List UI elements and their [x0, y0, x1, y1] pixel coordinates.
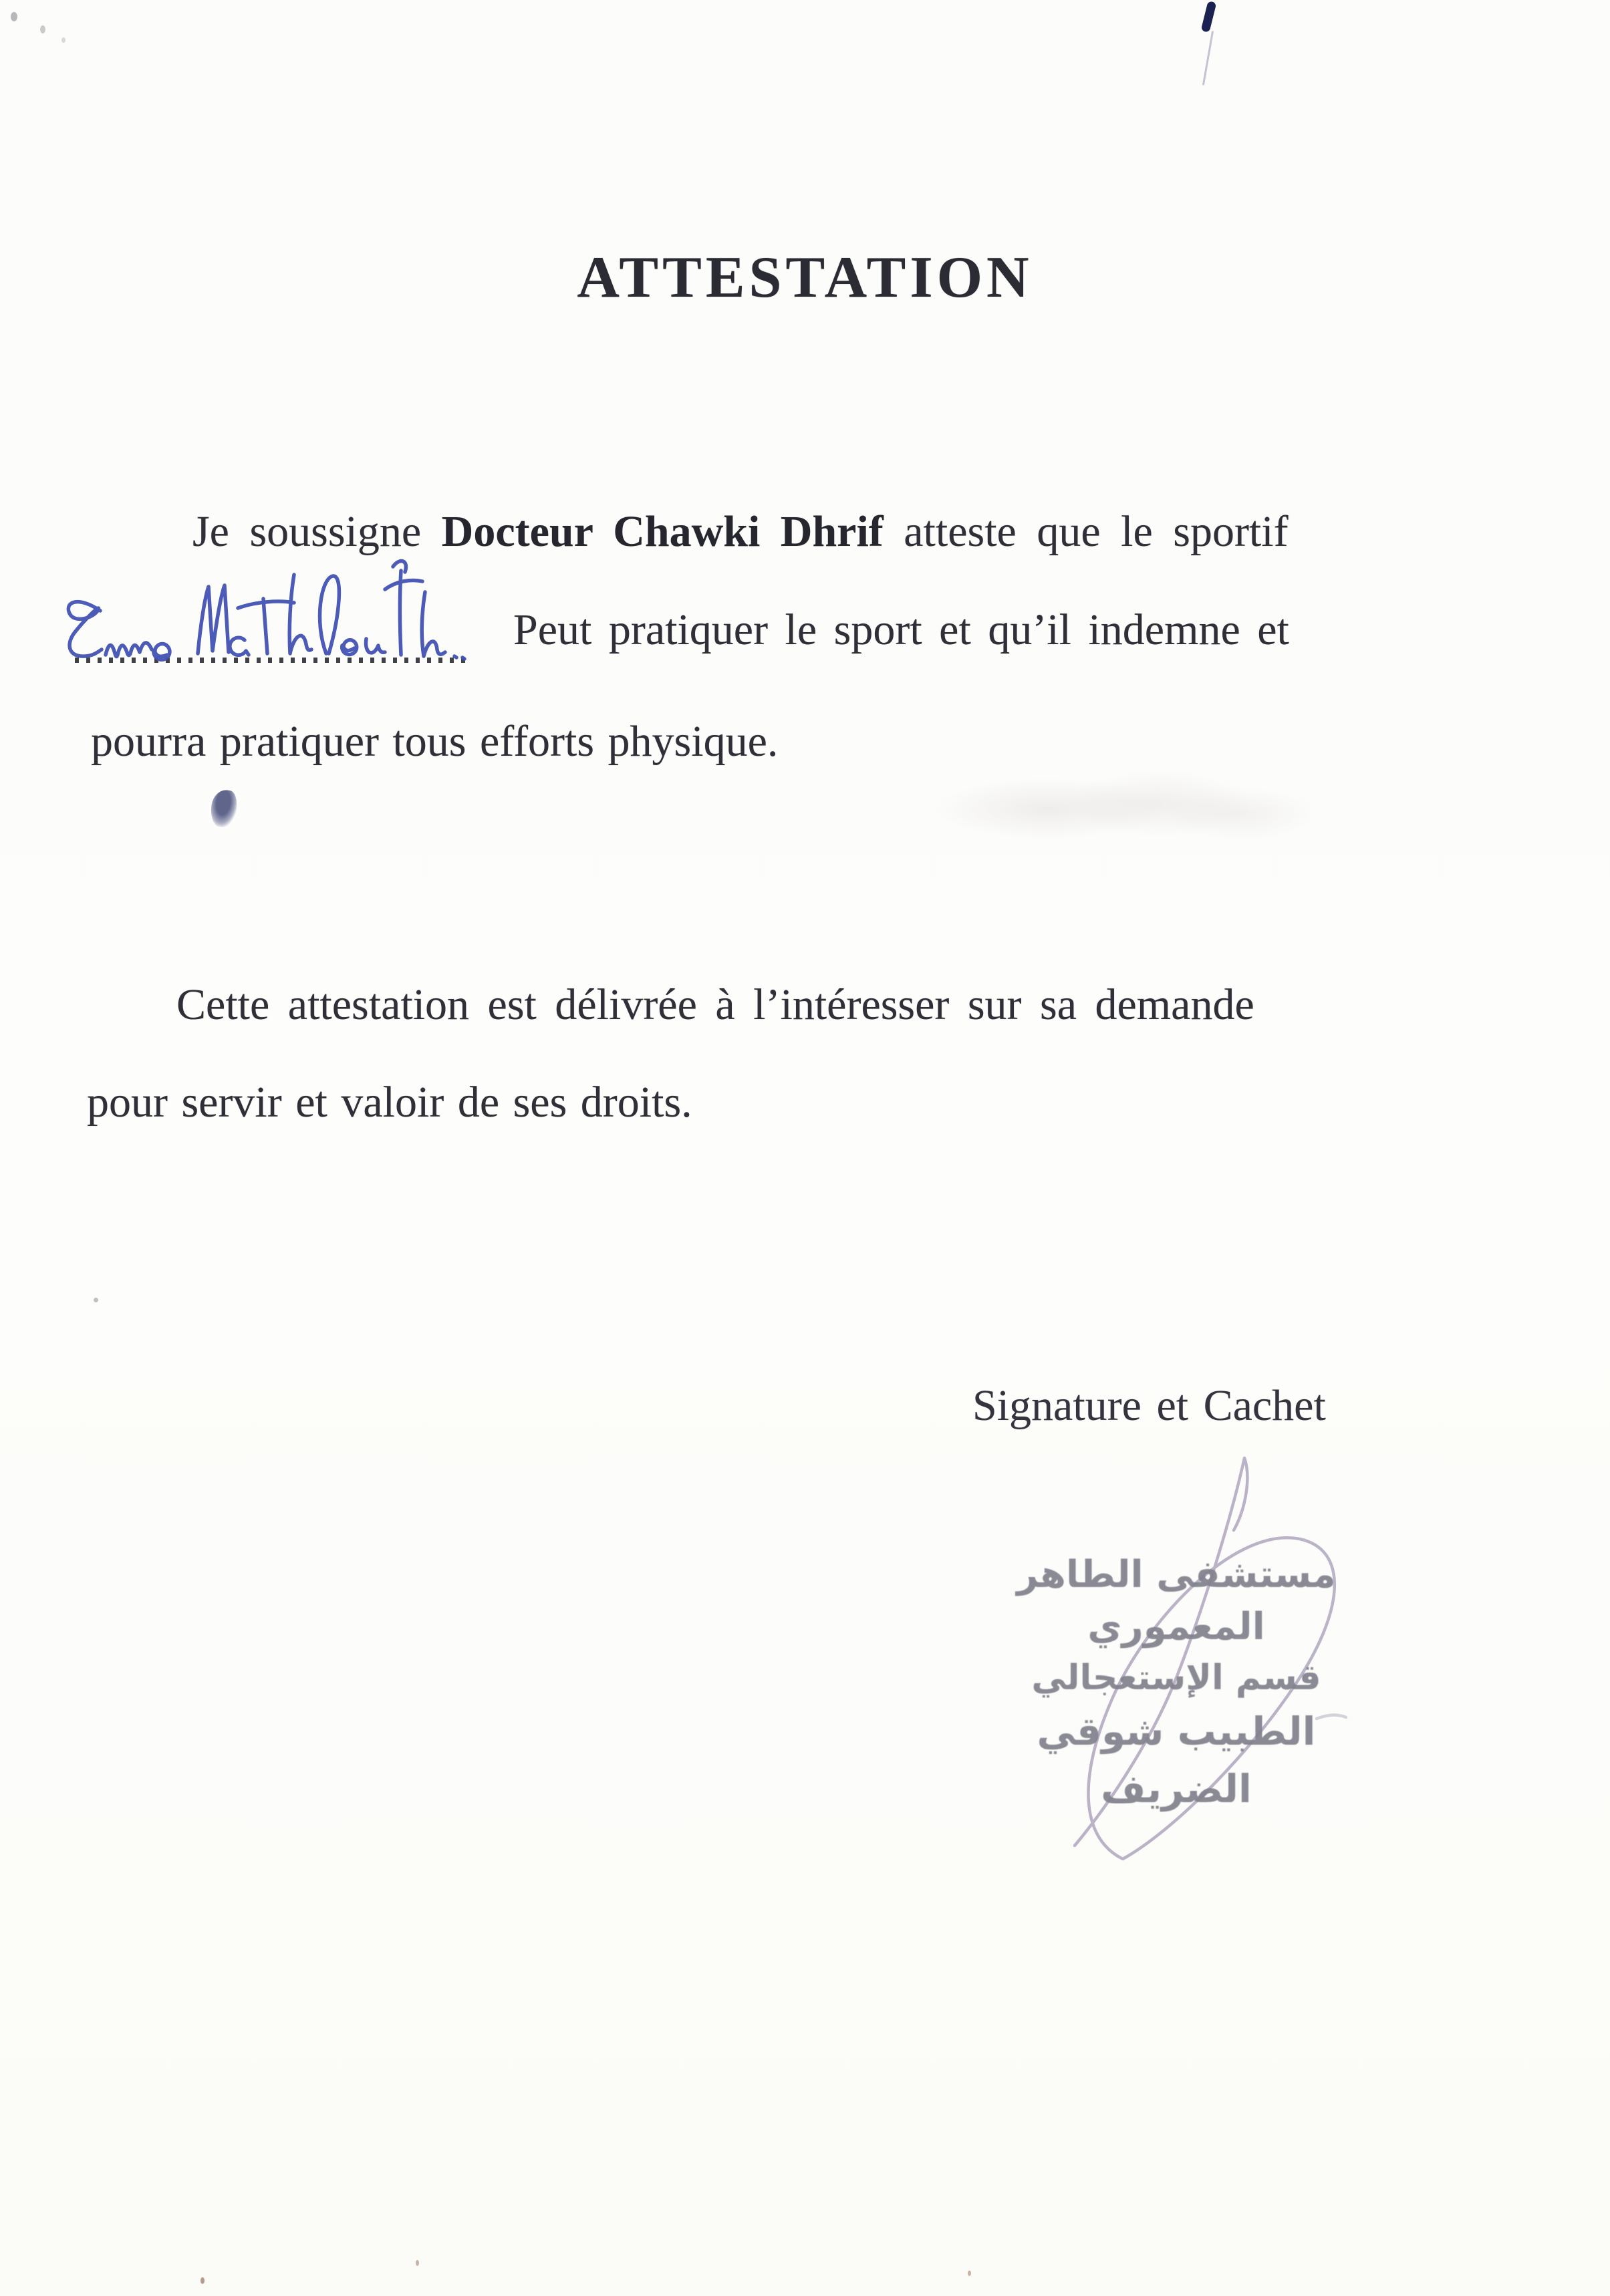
ink-blot	[209, 788, 239, 829]
scan-speck	[94, 1298, 98, 1302]
paragraph1-line1	[192, 507, 1289, 557]
doctor-name: Docteur Chawki Dhrif	[441, 507, 884, 556]
scan-speck	[416, 2260, 419, 2266]
stamp-doctor-name: الطبيب شوقي الضريف	[1037, 1709, 1316, 1812]
doctor-stamp-arabic	[956, 1549, 1397, 1818]
scan-speck	[40, 25, 45, 33]
scan-speck	[11, 12, 17, 21]
paragraph1-line2: Peut pratiquer le sport et qu’il indemne et	[513, 605, 1289, 654]
ghost-text-smudge	[936, 758, 1310, 859]
paragraph1-line3: pourra pratiquer tous efforts physique.	[91, 717, 779, 766]
scan-speck	[200, 2277, 205, 2284]
document-title: ATTESTATION	[577, 245, 1033, 310]
stamp-hospital-name: مستشفى الطاهر المعموري	[1017, 1553, 1336, 1648]
signature-caption: Signature et Cachet	[972, 1381, 1326, 1430]
handwritten-athlete-name	[59, 552, 473, 686]
line1-prefix: Je soussigne	[192, 507, 422, 556]
paragraph2-line1: Cette attestation est délivrée à l’intéresser sur sa demande	[176, 980, 1254, 1029]
ink-mark-tail	[1202, 31, 1214, 85]
scan-speck	[61, 37, 65, 43]
paragraph2-line2: pour servir et valoir de ses droits.	[87, 1078, 692, 1127]
scan-speck	[968, 2271, 971, 2276]
line1-suffix: atteste que le sportif	[904, 507, 1289, 556]
handwriting-strokes	[59, 552, 473, 683]
stamp-department: قسم الإستعجالي	[1031, 1658, 1321, 1698]
ink-mark-top-right	[1201, 1, 1217, 33]
